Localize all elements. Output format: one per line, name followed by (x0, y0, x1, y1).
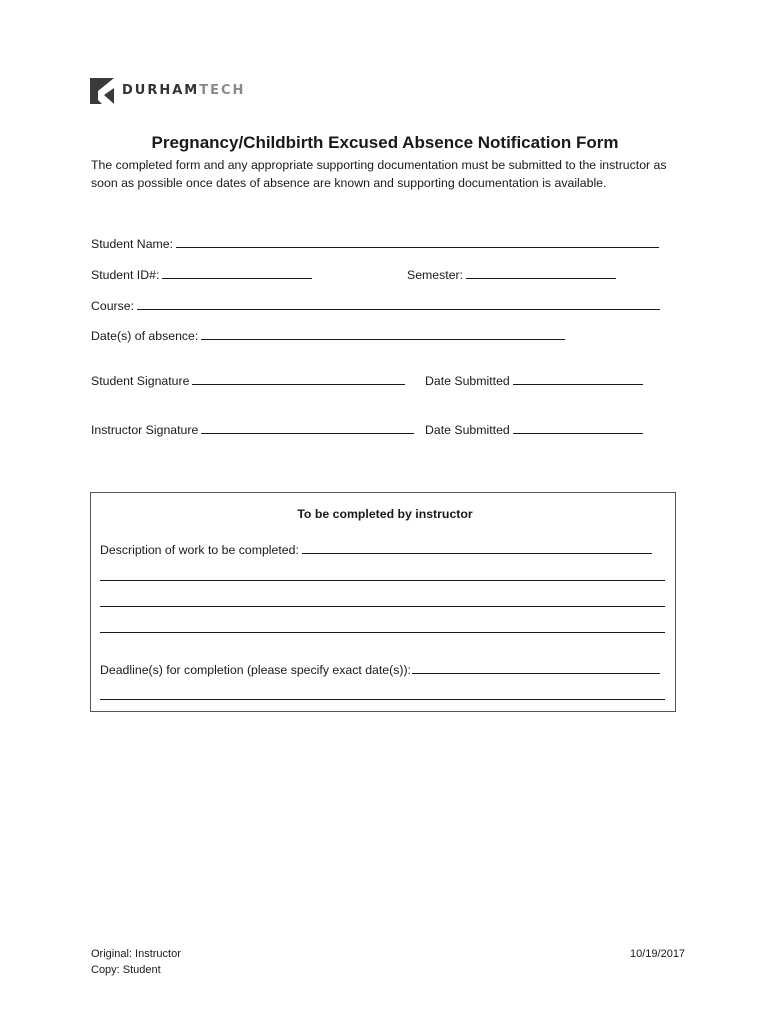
semester-field[interactable] (407, 266, 616, 283)
durham-tech-logo (90, 78, 250, 104)
instructor-section-box (90, 492, 676, 712)
course-label: Course: (91, 299, 135, 313)
footer-original: Original: Instructor (91, 948, 181, 960)
student-name-label: Student Name: (91, 237, 174, 251)
deadline-field[interactable] (100, 661, 660, 678)
student-id-line[interactable] (162, 266, 312, 279)
student-id-field[interactable] (91, 266, 312, 283)
student-signature-field[interactable] (91, 372, 405, 389)
student-date-submitted-line[interactable] (513, 372, 643, 385)
instructor-date-submitted-line[interactable] (513, 421, 643, 434)
student-signature-line[interactable] (192, 372, 405, 385)
footer-copy: Copy: Student (91, 964, 161, 976)
work-description-line[interactable] (302, 541, 652, 554)
work-description-line-2[interactable] (100, 580, 665, 581)
semester-label: Semester: (407, 268, 464, 282)
date-submitted-label: Date Submitted (425, 374, 510, 388)
deadline-line[interactable] (412, 661, 660, 674)
course-field[interactable] (91, 297, 660, 314)
date-submitted-label: Date Submitted (425, 423, 510, 437)
student-date-submitted-field[interactable] (425, 372, 643, 389)
instructor-date-submitted-field[interactable] (425, 421, 643, 438)
form-instructions: The completed form and any appropriate supporting documentation must be submitted to the instructor as soon as possible once dates of absence are known and supporting documentation is available. (91, 158, 667, 190)
instructor-signature-field[interactable] (91, 421, 414, 438)
student-signature-label: Student Signature (91, 374, 190, 388)
work-description-label: Description of work to be completed: (100, 543, 299, 557)
work-description-line-3[interactable] (100, 606, 665, 607)
dates-of-absence-line[interactable] (201, 327, 565, 340)
student-name-field[interactable] (91, 235, 659, 252)
semester-line[interactable] (466, 266, 616, 279)
form-title: Pregnancy/Childbirth Excused Absence Notification Form (151, 133, 619, 152)
instructor-signature-label: Instructor Signature (91, 423, 199, 437)
course-line[interactable] (137, 297, 660, 310)
dates-of-absence-label: Date(s) of absence: (91, 329, 199, 343)
footer-date: 10/19/2017 (630, 948, 686, 960)
instructor-signature-line[interactable] (201, 421, 414, 434)
work-description-field[interactable] (100, 541, 652, 558)
durham-tech-logo-mark-icon (90, 78, 114, 104)
logo-wordmark: DURHAMTECH (122, 83, 246, 98)
instructor-section-title: To be completed by instructor (297, 507, 473, 521)
student-id-label: Student ID#: (91, 268, 160, 282)
deadline-line-2[interactable] (100, 699, 665, 700)
deadline-label: Deadline(s) for completion (please specify exact date(s)): (100, 663, 411, 677)
dates-of-absence-field[interactable] (91, 327, 565, 344)
footer-distribution (91, 946, 181, 978)
student-name-line[interactable] (176, 235, 659, 248)
work-description-line-4[interactable] (100, 632, 665, 633)
